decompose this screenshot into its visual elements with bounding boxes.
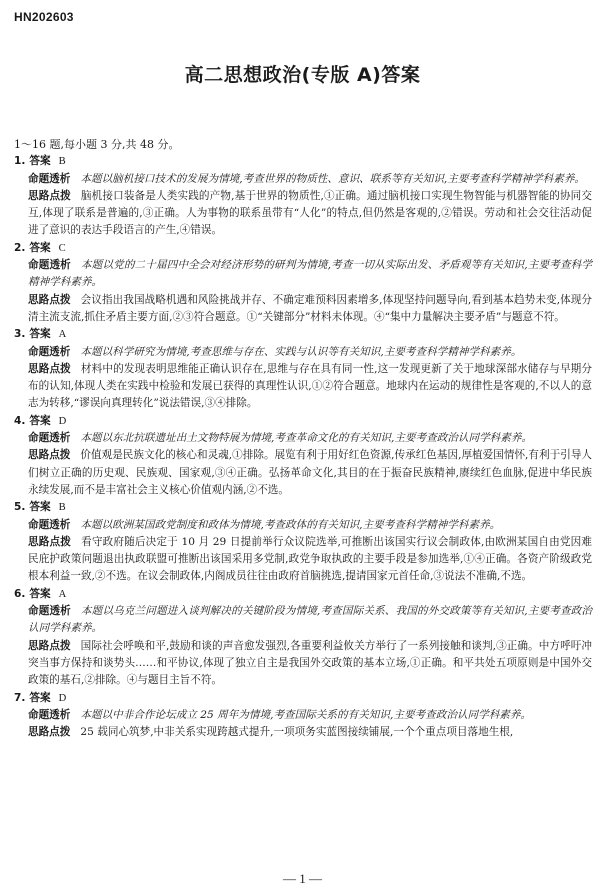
answer-label: 答案 [29,691,51,704]
analysis-text: 本题以党的二十届四中全会对经济形势的研判为情境,考查一切从实际出发、矛盾观等有关知识,主要考查科学精神学科素养。 [28,259,593,289]
question-answer-line [14,690,592,707]
analysis-label: 命题透析 [28,345,71,358]
question-block [14,586,592,690]
analysis-paragraph [14,707,592,724]
analysis-label: 命题透析 [28,259,71,272]
answer-label: 答案 [29,155,51,168]
question-number: 1. [14,155,26,168]
analysis-text: 本题以科学研究为情境,考查思维与存在、实践与认识等有关知识,主要考查科学精神学科素养。 [80,345,522,358]
hint-label: 思路点拨 [28,189,71,202]
analysis-text: 本题以脑机接口技术的发展为情境,考查世界的物质性、意识、联系等有关知识,主要考查科学精神学科素养。 [80,172,586,185]
hint-text: 国际社会呼唤和平,鼓励和谈的声音愈发强烈,各重要利益攸关方举行了一系列接触和谈判,③正确。中方呼吁冲突当事方保持和谈势头……和平协议,体现了独立自主是我国外交政策的基本立场,①正确。和平共处五项原则是中国外交政策的基石,②排除。④与题目主旨不符。 [28,639,592,687]
document-code: HN202603 [14,10,74,24]
analysis-paragraph [14,430,592,447]
answer-value: D [58,415,67,427]
analysis-paragraph [14,171,592,188]
question-block [14,153,592,239]
hint-text: 会议指出我国战略机遇和风险挑战并存、不确定难预料因素增多,体现坚持问题导向,看到基本趋势未变,体现分清主流支流,抓住矛盾主要方面,②③符合题意。①“关键部分”材料未体现。④“集中力量解决主要矛盾”与题意不符。 [28,293,592,323]
question-block [14,413,592,499]
hint-paragraph [14,724,592,741]
analysis-label: 命题透析 [28,518,71,531]
question-answer-line [14,240,592,257]
question-answer-line [14,326,592,343]
hint-text: 看守政府随后决定于 10 月 29 日提前举行众议院选举,可推断出该国实行议会制政体,由欧洲某国自由党因难民庇护政策问题退出执政联盟可推断出该国采用多党制,政党争取执政的主要手段是参加选举,①④正确。各资产阶级政党根本利益一致,②不选。在议会制政体,内阁成员往往由政府首脑挑选,提请国家元首任命,③说法不准确,不选。 [28,535,592,583]
question-answer-line [14,153,592,170]
hint-paragraph [14,292,592,327]
analysis-label: 命题透析 [28,708,71,721]
analysis-label: 命题透析 [28,605,71,618]
hint-label: 思路点拨 [28,362,71,375]
analysis-label: 命题透析 [28,172,71,185]
hint-paragraph [14,361,592,413]
answer-value: B [58,156,66,168]
analysis-text: 本题以欧洲某国政党制度和政体为情境,考查政体的有关知识,主要考查科学精神学科素养。 [80,518,501,531]
answer-label: 答案 [29,414,51,427]
page-title: 高二思想政治(专版 A)答案 [184,64,421,86]
analysis-paragraph [14,344,592,361]
question-block [14,499,592,585]
answer-value: B [58,502,66,514]
hint-text: 25 载同心筑梦,中非关系实现跨越式提升,一项项务实蓝图接续铺展,一个个重点项目落地生根, [80,726,514,739]
answer-value: A [58,329,67,341]
analysis-text: 本题以东北抗联遗址出土文物特展为情境,考查革命文化的有关知识,主要考查政治认同学科素养。 [80,432,533,445]
answer-label: 答案 [29,501,51,514]
hint-text: 价值观是民族文化的核心和灵魂,①排除。展览有利于用好红色资源,传承红色基因,厚植爱国情怀,有利于引导人们树立正确的历史观、民族观、国家观,③④正确。弘扬革命文化,其目的在于振奋民族精神,赓续红色血脉,促进中华民族永续发展,而不是丰富社会主义核心价值观内涵,②不选。 [28,449,593,496]
answer-value: C [58,242,66,254]
analysis-paragraph [14,257,592,292]
hint-text: 脑机接口装备是人类实践的产物,基于世界的物质性,①正确。通过脑机接口实现生物智能与机器智能的协同交互,体现了联系是普遍的,③正确。人为事物的联系虽带有“人化”的特点,但仍然是客观的,②错误。劳动和社会交往活动促进了意识的表达手段语言的产生,④错误。 [28,189,593,237]
answer-label: 答案 [29,587,51,600]
answer-content [14,136,592,741]
analysis-paragraph [14,603,592,638]
hint-paragraph [14,638,592,690]
hint-paragraph [14,534,592,586]
answer-value: A [58,588,67,600]
question-block [14,326,592,412]
question-block [14,240,592,326]
section-intro: 1～16 题,每小题 3 分,共 48 分。 [14,138,180,151]
analysis-text: 本题以乌克兰问题进入谈判解决的关键阶段为情境,考查国际关系、我国的外交政策等有关知识,主要考查政治认同学科素养。 [28,605,593,635]
analysis-text: 本题以中非合作论坛成立 25 周年为情境,考查国际关系的有关知识,主要考查政治认同学科素养。 [80,708,532,721]
hint-label: 思路点拨 [28,726,71,739]
hint-paragraph [14,447,592,499]
question-block [14,690,592,742]
answer-label: 答案 [29,328,51,341]
hint-label: 思路点拨 [28,639,71,652]
page-number: — 1 — [283,871,322,886]
question-list [14,153,592,741]
question-answer-line [14,586,592,603]
question-number: 5. [14,501,26,514]
hint-paragraph [14,188,592,240]
analysis-label: 命题透析 [28,432,71,445]
hint-label: 思路点拨 [28,293,71,306]
question-answer-line [14,413,592,430]
hint-label: 思路点拨 [28,535,72,548]
question-number: 3. [14,328,26,341]
question-number: 7. [14,691,26,704]
hint-text: 材料中的发现表明思维能正确认识存在,思维与存在具有同一性,这一发现更新了关于地球深部水储存与早期分布的认知,体现人类在实践中检验和发展已获得的真理性认识,①②符合题意。地球内在运动的规律性是客观的,不以人的意志为转移,“谬误向真理转化”说法错误,③④排除。 [28,362,593,410]
question-number: 4. [14,414,26,427]
hint-label: 思路点拨 [28,449,71,462]
answer-label: 答案 [29,241,51,254]
answer-value: D [58,692,67,704]
question-answer-line [14,499,592,516]
question-number: 6. [14,587,26,600]
analysis-paragraph [14,517,592,534]
question-number: 2. [14,241,26,254]
